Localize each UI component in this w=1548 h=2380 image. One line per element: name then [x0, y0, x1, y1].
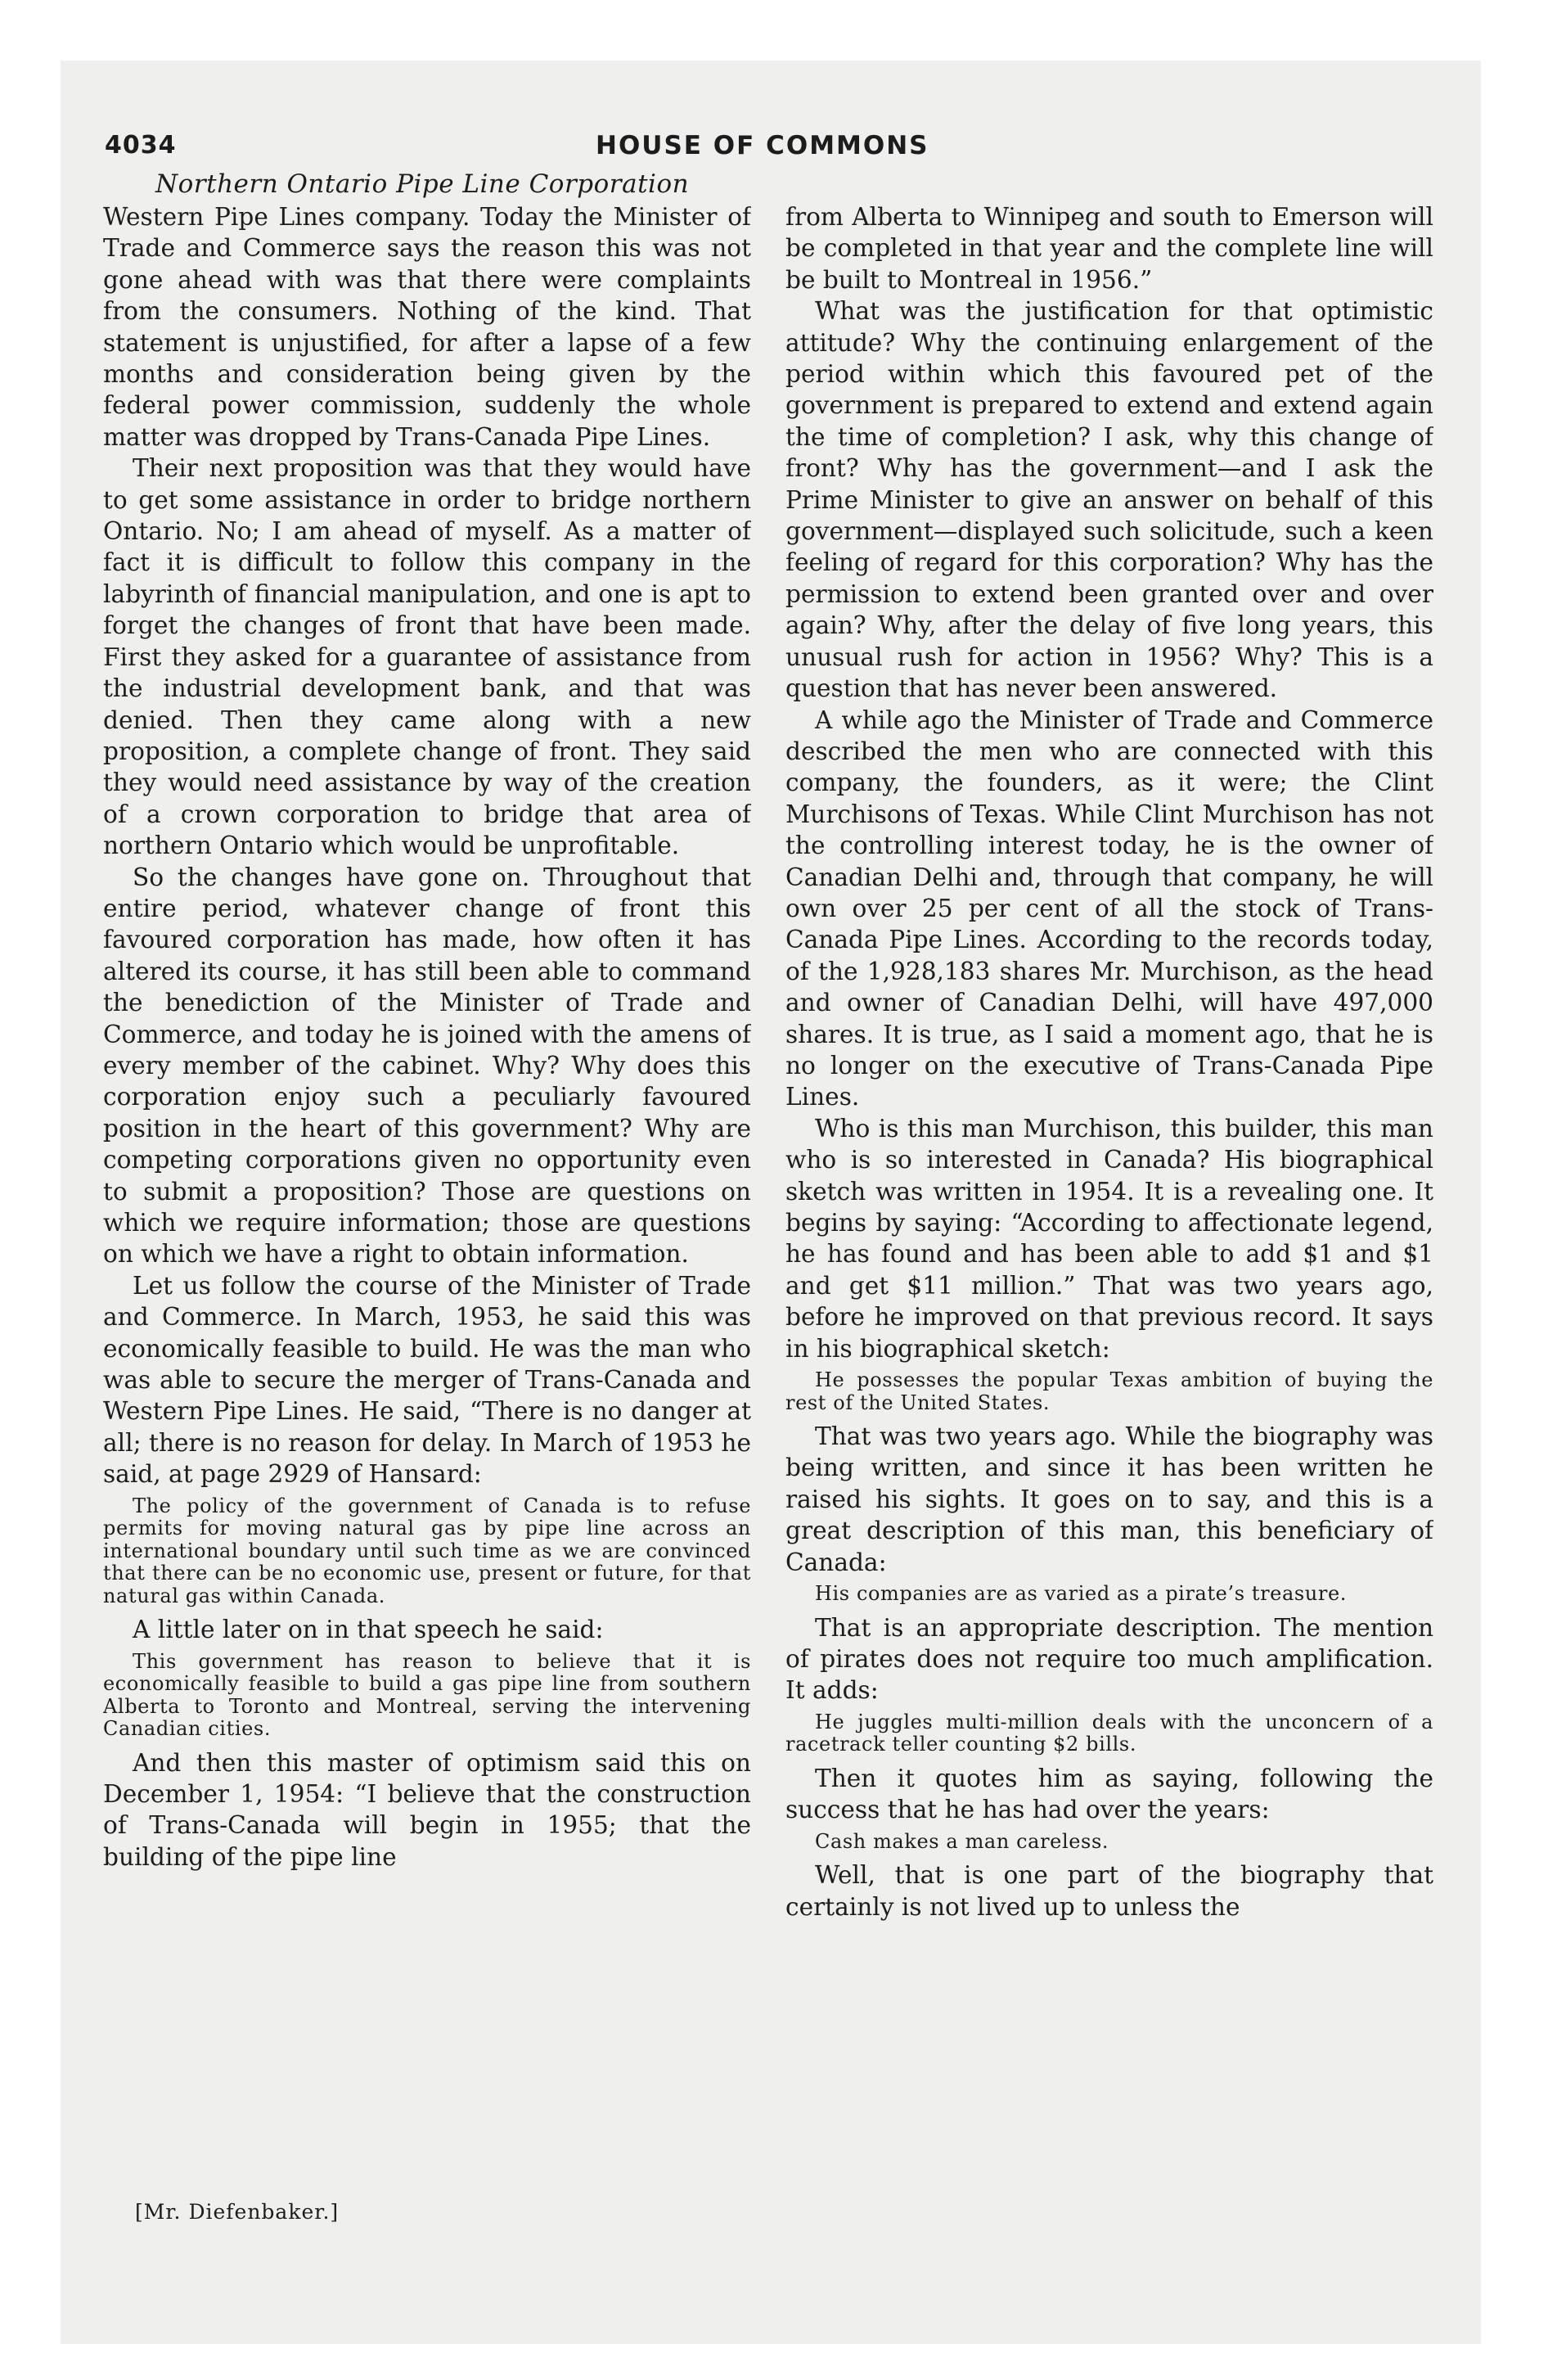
block-quote: He possesses the popular Texas ambition of buying the rest of the United States. — [785, 1368, 1433, 1414]
paragraph: That is an appropriate description. The mention of pirates does not require too much amplification. It adds: — [785, 1613, 1433, 1705]
running-head: HOUSE OF COMMONS — [596, 131, 929, 160]
right-column — [785, 201, 1433, 2182]
block-quote: He juggles multi-million deals with the unconcern of a racetrack teller counting $2 bills. — [785, 1710, 1433, 1756]
paragraph: Then it quotes him as saying, following the success that he has had over the years: — [785, 1764, 1433, 1824]
paragraph: Who is this man Murchison, this builder, this man who is so interested in Canada? His biographical sketch was written in 1954. It is a revealing one. It begins by saying: “According to affectionate legend, he has found and has been able to add $1 and $1 and get $11 million.” That was two years ago, before he improved on that previous record. It says in his biographical sketch: — [785, 1114, 1433, 1363]
section-title: Northern Ontario Pipe Line Corporation — [155, 169, 690, 199]
paragraph: And then this master of optimism said this on December 1, 1954: “I believe that the construction of Trans-Canada will begin in 1955; that the building of the pipe line — [103, 1748, 751, 1871]
paragraph: A while ago the Minister of Trade and Commerce described the men who are connected with this company, the founders, as it were; the Clint Murchisons of Texas. While Clint Murchison has not the controlling interest today, he is the owner of Canadian Delhi and, through that company, he will own over 25 per cent of all the stock of Trans-Canada Pipe Lines. According to the records today, of the 1,928,183 shares Mr. Murchison, as the head and owner of Canadian Delhi, will have 497,000 shares. It is true, as I said a moment ago, that he is no longer on the executive of Trans-Canada Pipe Lines. — [785, 705, 1433, 1111]
paragraph: from Alberta to Winnipeg and south to Emerson will be completed in that year and the complete line will be built to Montreal in 1956.” — [785, 203, 1433, 294]
paragraph: Western Pipe Lines company. Today the Minister of Trade and Commerce says the reason this was not gone ahead with was that there were complaints from the consumers. Nothing of the kind. That statement is unjustified, for after a lapse of a few months and consideration being given by the federal power commission, suddenly the whole matter was dropped by Trans-Canada Pipe Lines. — [103, 203, 751, 451]
left-column — [103, 201, 751, 2182]
page-number: 4034 — [105, 131, 177, 160]
paragraph: Their next proposition was that they would have to get some assistance in order to bridge northern Ontario. No; I am ahead of myself. As a matter of fact it is difficult to follow this company in the labyrinth of financial manipulation, and one is apt to forget the changes of front that have been made. First they asked for a guarantee of assistance from the industrial development bank, and that was denied. Then they came along with a new proposition, a complete change of front. They said they would need assistance by way of the creation of a crown corporation to bridge that area of northern Ontario which would be unprofitable. — [103, 454, 751, 860]
speaker-footer: [Mr. Diefenbaker.] — [135, 2200, 340, 2224]
page-header — [105, 131, 1443, 164]
paragraph: A little later on in that speech he said: — [133, 1616, 604, 1644]
paragraph: Well, that is one part of the biography that certainly is not lived up to unless the — [785, 1861, 1433, 1921]
paragraph: That was two years ago. While the biography was being written, and since it has been written he raised his sights. It goes on to say, and this is a great description of this man, this beneficiary of Canada: — [785, 1422, 1433, 1576]
block-quote: Cash makes a man careless. — [815, 1829, 1109, 1853]
paragraph: So the changes have gone on. Throughout that entire period, whatever change of front this favoured corporation has made, how often it has altered its course, it has still been able to command the benediction of the Minister of Trade and Commerce, and today he is joined with the amens of every member of the cabinet. Why? Why does this corporation enjoy such a peculiarly favoured position in the heart of this government? Why are competing corporations given no opportunity even to submit a proposition? Those are questions on which we require information; those are questions on which we have a right to obtain information. — [103, 863, 751, 1269]
block-quote: His companies are as varied as a pirate’s treasure. — [815, 1582, 1347, 1606]
paragraph: What was the justification for that optimistic attitude? Why the continuing enlargement of the period within which this favoured pet of the government is prepared to extend and extend again the time of completion? I ask, why this change of front? Why has the government—and I ask the Prime Minister to give an answer on behalf of this government—displayed such solicitude, such a keen feeling of regard for this corporation? Why has the permission to extend been granted over and over again? Why, after the delay of five long years, this unusual rush for action in 1956? Why? This is a question that has never been answered. — [785, 297, 1433, 703]
paragraph: Let us follow the course of the Minister of Trade and Commerce. In March, 1953, he said this was economically feasible to build. He was the man who was able to secure the merger of Trans-Canada and Western Pipe Lines. He said, “There is no danger at all; there is no reason for delay. In March of 1953 he said, at page 2929 of Hansard: — [103, 1271, 751, 1489]
block-quote: This government has reason to believe that it is economically feasible to build a gas pipe line from southern Alberta to Toronto and Montreal, serving the intervening Canadian cities. — [103, 1649, 751, 1741]
block-quote: The policy of the government of Canada is to refuse permits for moving natural gas by pipe line across an international boundary until such time as we are convinced that there can be no economic use, present or future, for that natural gas within Canada. — [103, 1494, 751, 1607]
